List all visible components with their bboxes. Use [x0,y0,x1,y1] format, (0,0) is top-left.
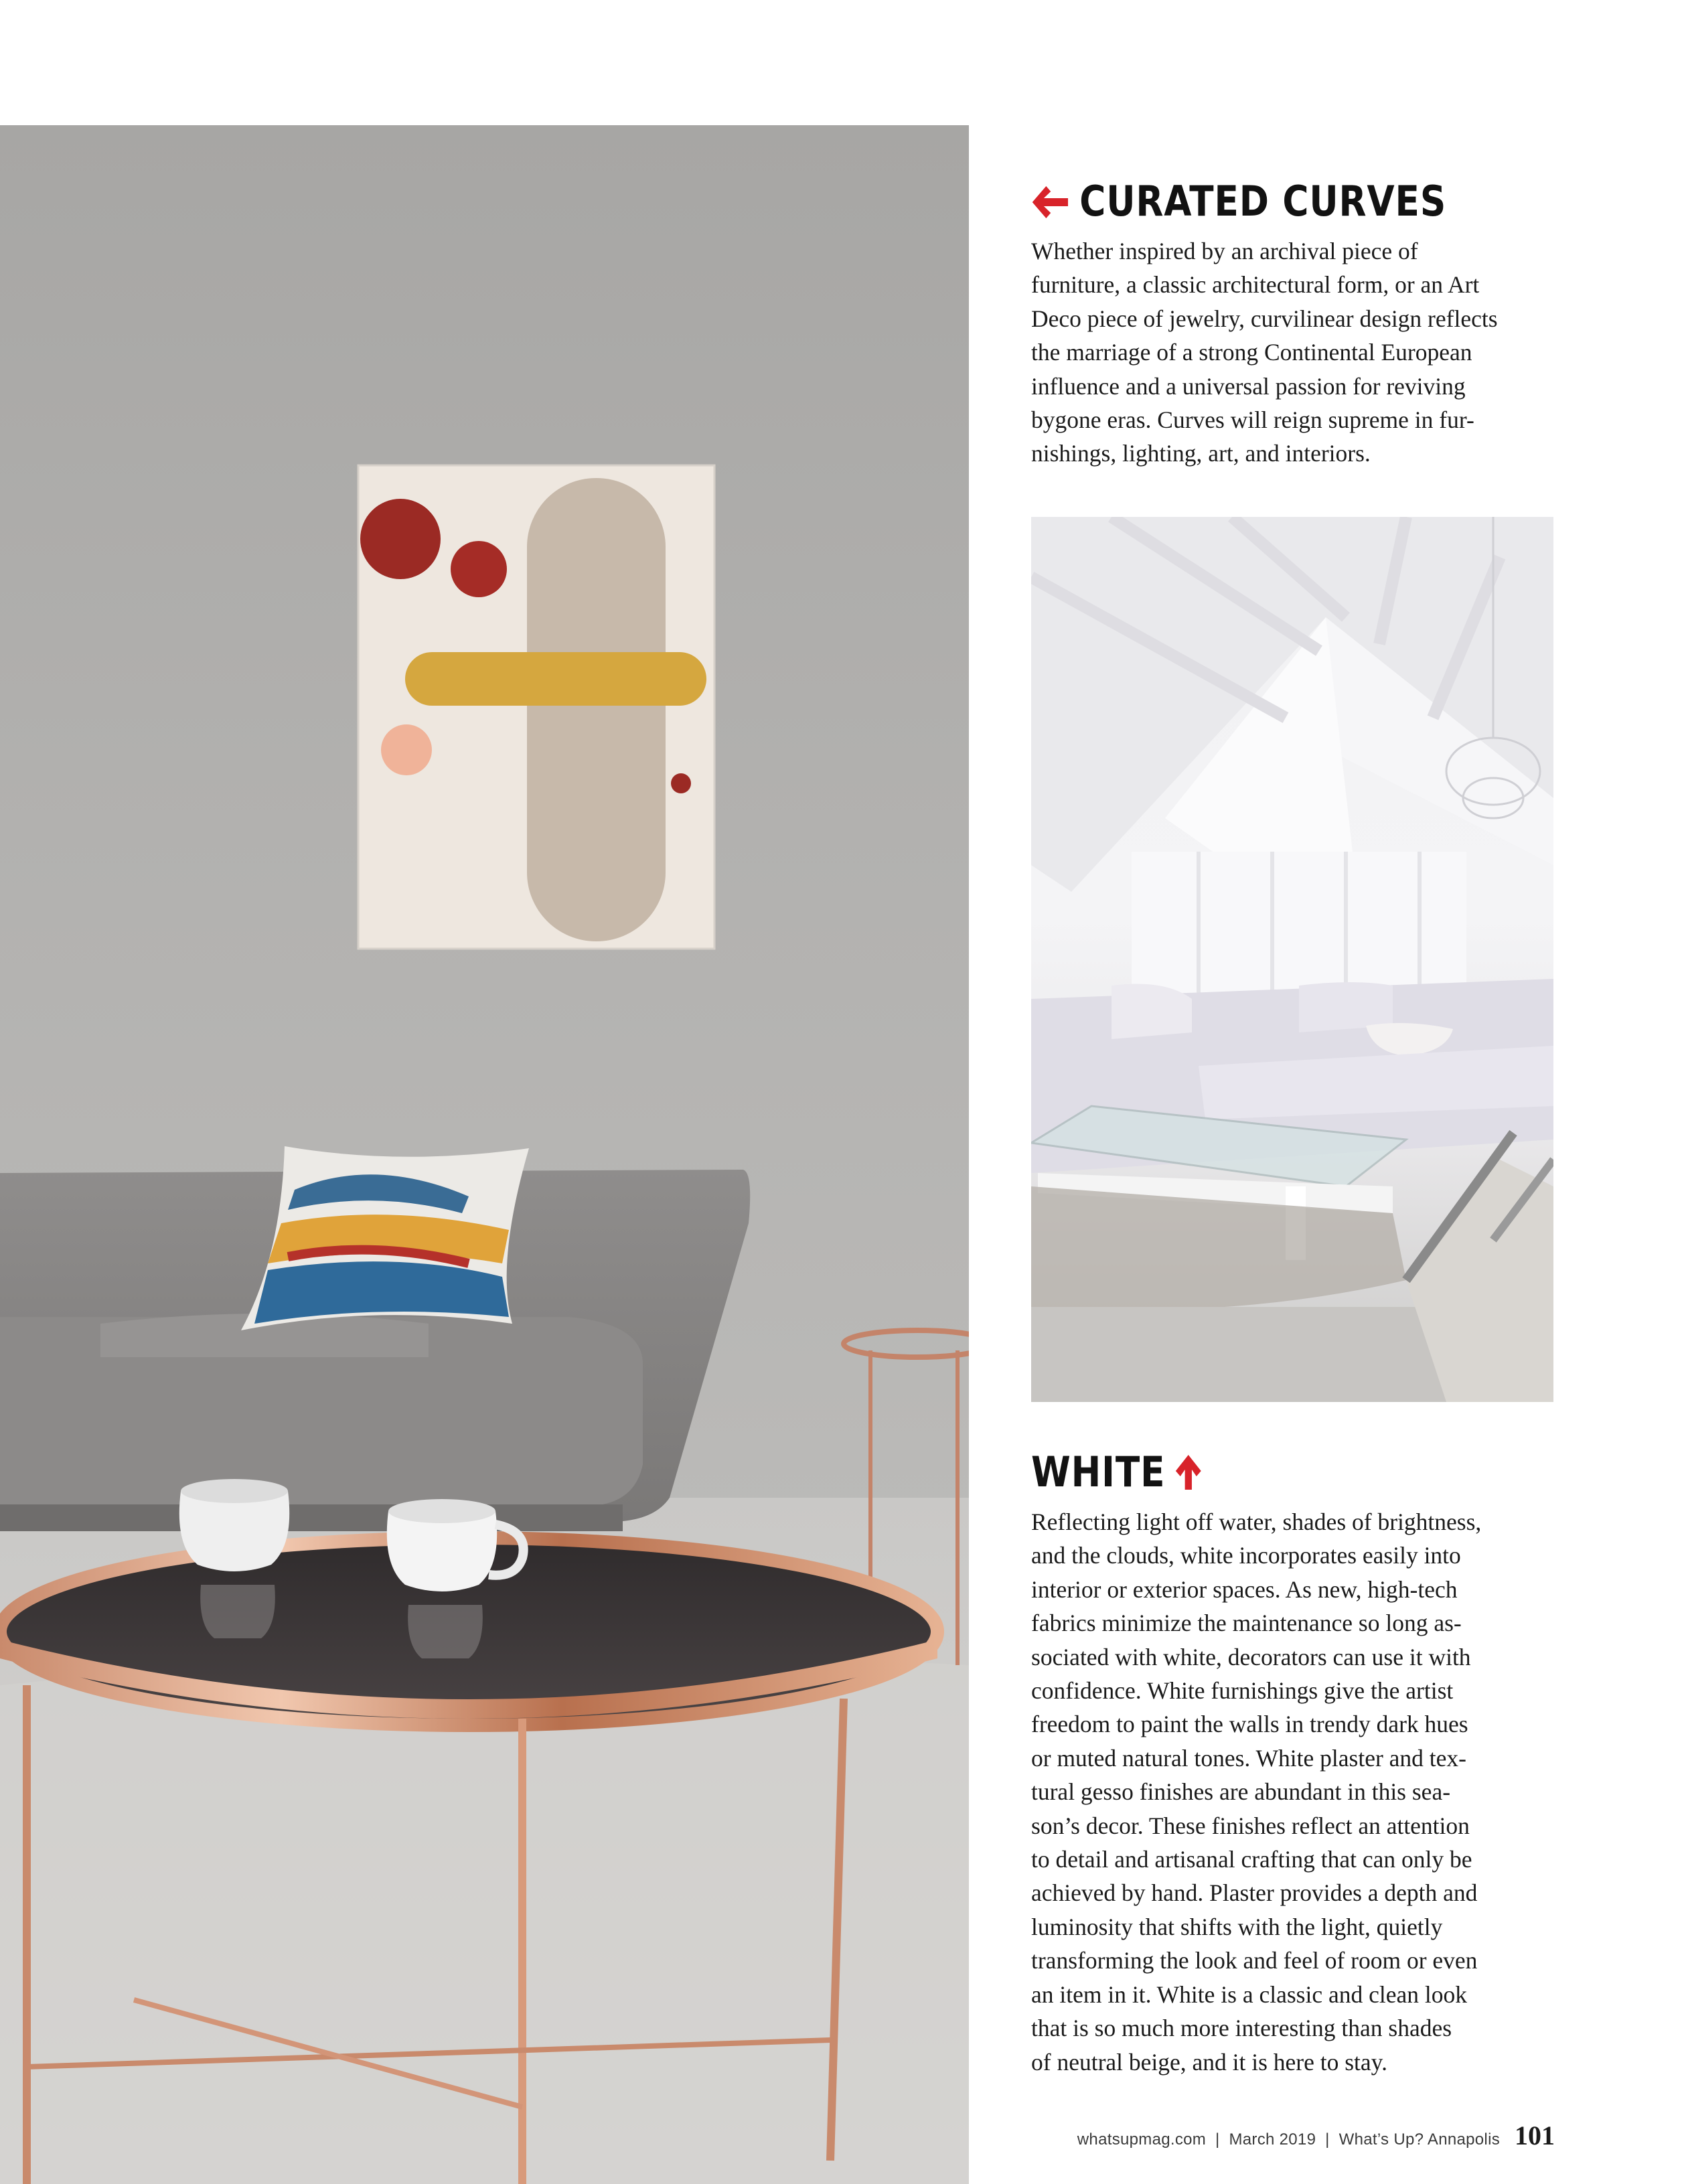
body-line: sociated with white, decorators can use it with [1031,1643,1471,1670]
body-line: influence and a universal passion for reviving [1031,372,1466,400]
section-body [1031,1505,1553,2079]
patterned-pillow [241,1146,529,1330]
left-arrow-icon [1031,185,1069,218]
body-line: tural gesso finishes are abundant in this sea- [1031,1778,1451,1806]
living-room-photo [0,125,969,2184]
body-line: Whether inspired by an archival piece of [1031,238,1418,264]
body-line: interior or exterior spaces. As new, high-tech [1031,1575,1458,1603]
section-white [1031,1448,1553,2079]
body-line: transforming the look and feel of room or even [1031,1947,1478,1974]
body-line: Deco piece of jewelry, curvilinear design reflects [1031,305,1498,332]
body-line: to detail and artisanal crafting that can only be [1031,1846,1472,1873]
body-line: achieved by hand. Plaster provides a depth and [1031,1879,1478,1907]
body-line: Reflecting light off water, shades of brightness, [1031,1508,1482,1535]
page-number: 101 [1515,2120,1555,2151]
heading-text: WHITE [1031,1448,1166,1496]
body-line: an item in it. White is a classic and clean look [1031,1980,1467,2008]
body-line: the marriage of a strong Continental European [1031,339,1472,366]
body-line: and the clouds, white incorporates easily into [1031,1542,1461,1569]
body-line: son’s decor. These finishes reflect an attention [1031,1812,1470,1839]
body-line: luminosity that shifts with the light, quietly [1031,1913,1443,1940]
body-line: fabrics minimize the maintenance so long as- [1031,1610,1462,1637]
section-heading [1031,177,1480,226]
up-arrow-icon [1174,1454,1202,1491]
section-curated-curves [1031,177,1553,471]
heading-text: CURATED CURVES [1079,177,1447,226]
wall-artwork [358,465,714,949]
footer-credits: whatsupmag.com | March 2019 | What’s Up? Annapolis [1077,2130,1500,2149]
section-heading [1031,1448,1480,1496]
section-body [1031,234,1553,471]
body-line: freedom to paint the walls in trendy dark hues [1031,1711,1468,1738]
body-line: or muted natural tones. White plaster and tex- [1031,1744,1466,1772]
white-interior-photo [1031,517,1553,1402]
body-line: of neutral beige, and it is here to stay. [1031,2048,1387,2076]
body-line: confidence. White furnishings give the artist [1031,1677,1454,1705]
body-line: bygone eras. Curves will reign supreme in fur- [1031,406,1474,434]
body-line: nishings, lighting, art, and interiors. [1031,440,1371,467]
body-line: furniture, a classic architectural form, or an Art [1031,271,1480,299]
page-footer [1077,2120,1555,2151]
body-line: that is so much more interesting than shades [1031,2015,1452,2042]
